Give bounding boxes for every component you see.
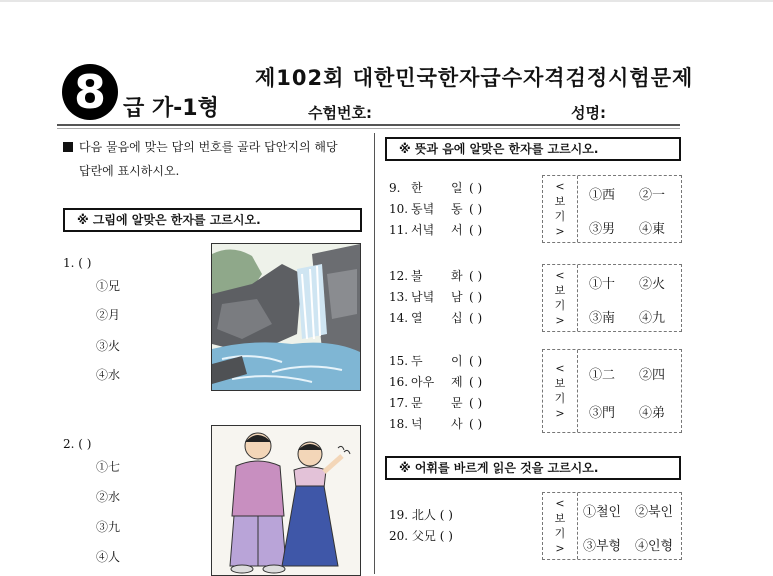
question-17-meaning: 문 <box>411 396 423 410</box>
header-rule <box>57 124 680 126</box>
question-15-sound: 이 <box>451 354 463 368</box>
question-15-meaning: 두 <box>411 354 423 368</box>
top-border <box>0 0 773 2</box>
choice-1-1: ①西 <box>589 188 616 203</box>
question-group-3 <box>389 351 482 435</box>
question-10 <box>389 199 482 220</box>
question-1-option-1: ①兄 <box>96 279 121 293</box>
question-10-meaning: 동녘 <box>411 202 435 216</box>
question-12 <box>389 266 482 287</box>
bogi-label: < 보 기 > <box>543 176 578 242</box>
question-16 <box>389 372 482 393</box>
question-18-meaning: 넉 <box>411 417 423 431</box>
question-9 <box>389 178 482 199</box>
column-divider <box>374 133 375 574</box>
question-15-answer-blank: ( ) <box>469 354 483 368</box>
question-16-sound: 제 <box>451 375 463 389</box>
question-group-2 <box>389 266 482 329</box>
question-2-label: 2. ( ) <box>63 437 92 451</box>
name-label: 성명: <box>571 104 606 122</box>
bogi-label: < 보 기 > <box>543 493 578 559</box>
question-18-answer-blank: ( ) <box>469 417 483 431</box>
exam-number-label: 수험번호: <box>308 104 372 122</box>
question-12-answer-blank: ( ) <box>469 269 483 283</box>
bogi-label: < 보 기 > <box>543 265 578 331</box>
vocab-questions <box>389 505 453 547</box>
question-14-number: 14. <box>389 311 409 325</box>
question-9-answer-blank: ( ) <box>469 181 483 195</box>
choice-3-3: ③門 <box>589 406 616 421</box>
question-16-number: 16. <box>389 375 409 389</box>
question-17-number: 17. <box>389 396 409 410</box>
question-9-sound: 일 <box>451 181 463 195</box>
question-12-sound: 화 <box>451 269 463 283</box>
section-title-picture: ※ 그림에 알맞은 한자를 고르시오. <box>63 208 362 232</box>
question-18-number: 18. <box>389 417 409 431</box>
question-20: 20. 父兄 ( ) <box>389 529 453 543</box>
question-13-number: 13. <box>389 290 409 304</box>
question-14-meaning: 열 <box>411 311 423 325</box>
question-1-option-4: ④水 <box>96 368 121 382</box>
question-19: 19. 北人 ( ) <box>389 508 453 522</box>
question-15 <box>389 351 482 372</box>
choice-3-2: ②四 <box>639 368 666 383</box>
question-10-sound: 동 <box>451 202 463 216</box>
question-11-answer-blank: ( ) <box>469 223 483 237</box>
question-1-label: 1. ( ) <box>63 256 92 270</box>
choice-box-4 <box>542 492 682 560</box>
question-14 <box>389 308 482 329</box>
waterfall-illustration <box>211 243 361 391</box>
instruction <box>63 135 368 183</box>
question-2-option-2: ②水 <box>96 490 121 504</box>
question-10-number: 10. <box>389 202 409 216</box>
grade-label: 급 가-1형 <box>123 96 219 121</box>
question-14-answer-blank: ( ) <box>469 311 483 325</box>
question-17-sound: 문 <box>451 396 463 410</box>
question-13-meaning: 남녘 <box>411 290 435 304</box>
choice-2-1: ①十 <box>589 277 616 292</box>
choice-2-2: ②火 <box>639 277 666 292</box>
choice-box-1 <box>542 175 682 243</box>
bullet-square-icon <box>63 142 73 152</box>
question-15-number: 15. <box>389 354 409 368</box>
question-11-meaning: 서녘 <box>411 223 435 237</box>
section-title-vocab-reading: ※ 어휘를 바르게 읽은 것을 고르시오. <box>385 456 681 480</box>
question-16-meaning: 아우 <box>411 375 435 389</box>
choice-4-2: ②북인 <box>635 505 674 520</box>
question-11-sound: 서 <box>451 223 463 237</box>
question-2-option-4: ④人 <box>96 550 121 564</box>
question-9-meaning: 한 <box>411 181 423 195</box>
choice-1-3: ③男 <box>589 222 616 237</box>
question-12-number: 12. <box>389 269 409 283</box>
question-11-number: 11. <box>389 223 409 237</box>
question-18 <box>389 414 482 435</box>
question-1-option-2: ②月 <box>96 308 121 322</box>
choice-3-1: ①二 <box>589 368 616 383</box>
question-1-option-3: ③火 <box>96 339 121 353</box>
question-10-answer-blank: ( ) <box>469 202 483 216</box>
question-11 <box>389 220 482 241</box>
question-13-sound: 남 <box>451 290 463 304</box>
couple-illustration <box>211 425 361 576</box>
choice-3-4: ④弟 <box>639 406 666 421</box>
question-2-option-1: ①七 <box>96 460 121 474</box>
instruction-line-1: 다음 물음에 맞는 답의 번호를 골라 답안지의 해당 <box>79 140 338 154</box>
question-17-answer-blank: ( ) <box>469 396 483 410</box>
question-2-option-3: ③九 <box>96 520 121 534</box>
choice-4-4: ④인형 <box>635 539 674 554</box>
choice-4-1: ①철인 <box>583 505 622 520</box>
question-12-meaning: 불 <box>411 269 423 283</box>
instruction-line-2: 답란에 표시하시오. <box>79 164 180 178</box>
question-13-answer-blank: ( ) <box>469 290 483 304</box>
choice-4-3: ③부형 <box>583 539 622 554</box>
question-17 <box>389 393 482 414</box>
exam-title: 제102회 대한민국한자급수자격검정시험문제 <box>255 66 694 90</box>
question-13 <box>389 287 482 308</box>
choice-box-3 <box>542 349 682 433</box>
question-14-sound: 십 <box>451 311 463 325</box>
question-18-sound: 사 <box>451 417 463 431</box>
bogi-label: < 보 기 > <box>543 350 578 432</box>
choice-box-2 <box>542 264 682 332</box>
question-group-1 <box>389 178 482 241</box>
choice-1-4: ④東 <box>639 222 666 237</box>
choice-2-4: ④九 <box>639 311 666 326</box>
grade-number-badge: 8 <box>62 64 118 120</box>
choice-2-3: ③南 <box>589 311 616 326</box>
question-9-number: 9. <box>389 181 401 195</box>
question-16-answer-blank: ( ) <box>469 375 483 389</box>
choice-1-2: ②一 <box>639 188 666 203</box>
section-title-meaning-sound: ※ 뜻과 음에 알맞은 한자를 고르시오. <box>385 137 681 161</box>
header-rule-thin <box>57 128 680 129</box>
